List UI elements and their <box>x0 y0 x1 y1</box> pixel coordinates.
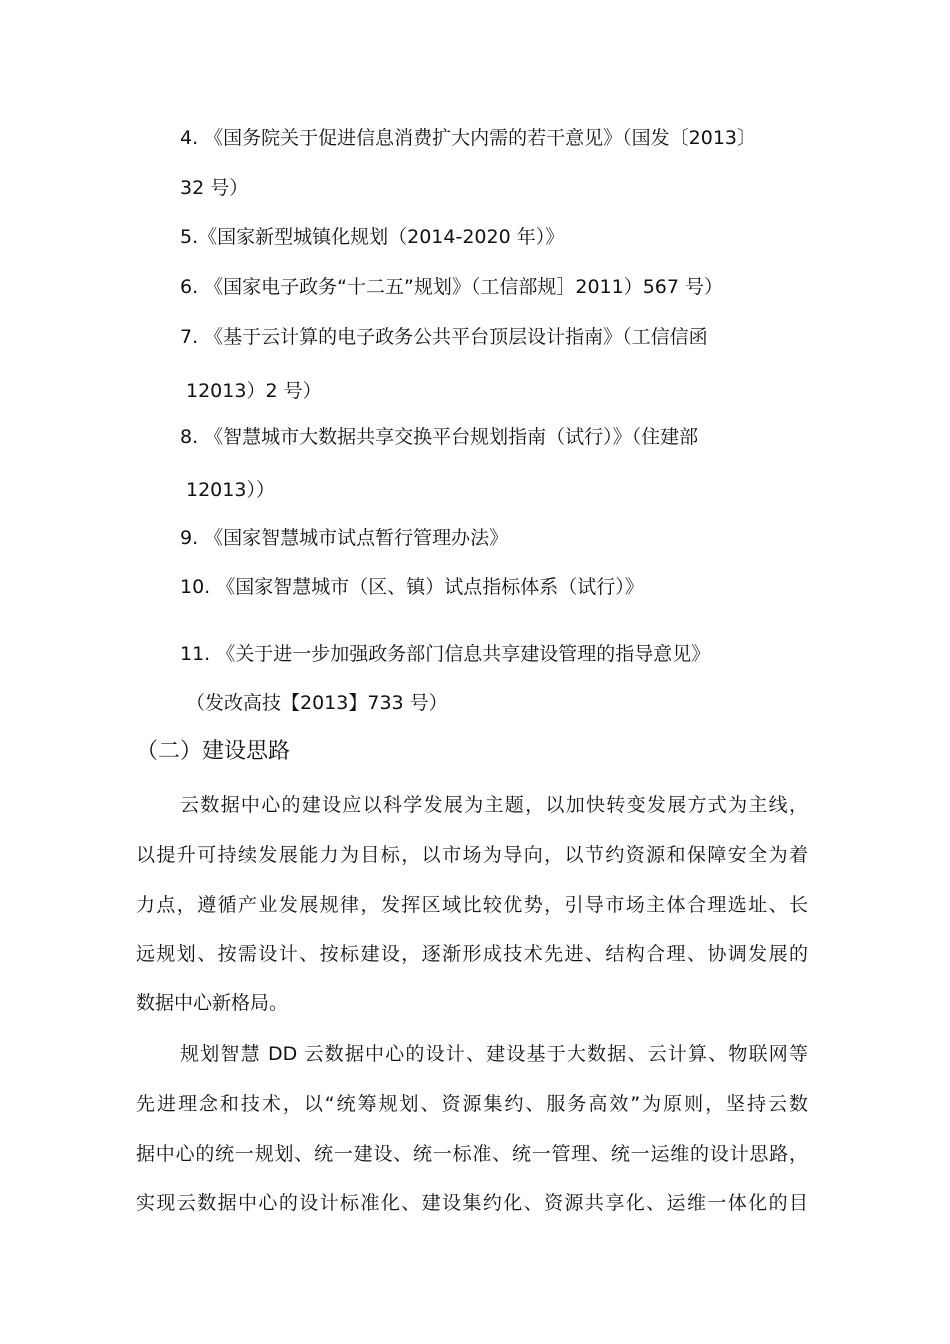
paragraph-line: 据中心的统一规划、统一建设、统一标准、统一管理、统一运维的设计思路， <box>136 1143 808 1165</box>
reference-item-6: 6. 《国家电子政务“十二五”规划》（工信部规］2011）567 号） <box>180 276 724 298</box>
paragraph-line: 先进理念和技术，以“统筹规划、资源集约、服务高效”为原则，坚持云数 <box>136 1093 808 1115</box>
reference-item-5: 5.《国家新型城镇化规划（2014-2020 年）》 <box>180 226 565 248</box>
reference-item-4: 4. 《国务院关于促进信息消费扩大内需的若干意见》（国发〔2013〕 <box>180 127 757 149</box>
paragraph-line: 远规划、按需设计、按标建设，逐渐形成技术先进、结构合理、协调发展的 <box>136 943 808 965</box>
reference-item-7: 7. 《基于云计算的电子政务公共平台顶层设计指南》（工信信函 <box>180 326 708 348</box>
paragraph-line: 力点，遵循产业发展规律，发挥区域比较优势，引导市场主体合理选址、长 <box>136 894 808 916</box>
reference-item-11: 11. 《关于进一步加强政务部门信息共享建设管理的指导意见》 <box>180 643 711 665</box>
section-heading: （二）建设思路 <box>136 739 291 764</box>
paragraph-line: 云数据中心的建设应以科学发展为主题，以加快转变发展方式为主线， <box>180 794 808 816</box>
reference-item-7-cont: 12013）2 号） <box>186 380 322 402</box>
paragraph-line: 规划智慧 DD 云数据中心的设计、建设基于大数据、云计算、物联网等 <box>180 1043 808 1065</box>
reference-item-4-cont: 32 号） <box>180 177 249 199</box>
reference-item-10: 10. 《国家智慧城市（区、镇）试点指标体系（试行）》 <box>180 576 644 598</box>
paragraph-line: 以提升可持续发展能力为目标，以市场为导向，以节约资源和保障安全为着 <box>136 844 808 866</box>
reference-item-8: 8. 《智慧城市大数据共享交换平台规划指南（试行）》（住建部 <box>180 426 699 448</box>
paragraph-line: 数据中心新格局。 <box>136 992 289 1014</box>
reference-item-11-cont: （发改高技【2013】733 号） <box>186 692 448 714</box>
paragraph-line: 实现云数据中心的设计标准化、建设集约化、资源共享化、运维一体化的目 <box>136 1192 808 1214</box>
reference-item-9: 9. 《国家智慧城市试点暂行管理办法》 <box>180 527 509 549</box>
reference-item-8-cont: 12013）） <box>186 479 275 501</box>
